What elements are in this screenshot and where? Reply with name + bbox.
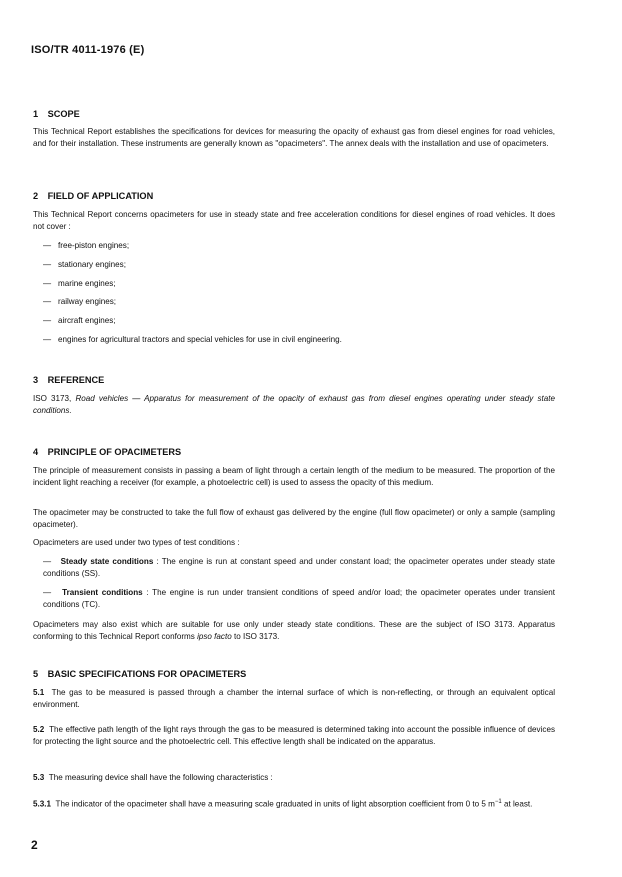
list-item: — railway engines; [43, 297, 117, 306]
section-1-number: 1 [33, 109, 39, 119]
section-5-title: BASIC SPECIFICATIONS FOR OPACIMETERS [47, 669, 247, 679]
list-item: — engines for agricultural tractors and special vehicles for use in civil engineering. [43, 335, 342, 344]
condition-steady-state: — Steady state conditions : The engine is run at constant speed and under constant load; the opacimeter operates under steady state conditions (SS). [43, 557, 555, 578]
section-1-text: This Technical Report establishes the specifications for devices for measuring the opacity of exhaust gas from diesel engines for road vehicles, and for their installation. These instruments are generally known as "opacimeters". The annex deals with the installation and use of opacimeters. [33, 127, 555, 148]
condition-transient: — Transient conditions : The engine is run under transient conditions of speed and/or load; the opacimeter operates under transient conditions (TC). [43, 588, 555, 609]
section-4-paragraph-3: Opacimeters are used under two types of test conditions : [33, 538, 240, 547]
section-4-title: PRINCIPLE OF OPACIMETERS [47, 447, 182, 457]
section-4-paragraph-4: Opacimeters may also exist which are suitable for use only under steady state conditions. These are the subject of ISO 3173. Apparatus conforming to this Technical Report conforms ipso facto to ISO 3173. [33, 620, 555, 641]
section-4-number: 4 [33, 447, 39, 457]
section-5-heading [33, 669, 246, 679]
section-4-paragraph-1: The principle of measurement consists in passing a beam of light through a certain length of the medium to be measured. The proportion of the incident light reaching a receiver (for example, a photoelectric cell) is used to assess the opacity of this medium. [33, 466, 555, 487]
section-3-number: 3 [33, 375, 39, 385]
section-3-reference: ISO 3173, Road vehicles — Apparatus for measurement of the opacity of exhaust gas from diesel engines operating under steady state conditions. [33, 394, 556, 415]
section-5-number: 5 [33, 669, 39, 679]
section-2-text: This Technical Report concerns opacimeters for use in steady state and free acceleration conditions for diesel engines of road vehicles. It does not cover : [33, 210, 555, 231]
list-item: — stationary engines; [43, 260, 126, 269]
clause-5-3: 5.3 The measuring device shall have the following characteristics : [33, 773, 273, 782]
section-4-paragraph-2: The opacimeter may be constructed to take the full flow of exhaust gas delivered by the engine (full flow opacimeter) or only a sample (sampling opacimeter). [33, 508, 555, 529]
document-header: ISO/TR 4011-1976 (E) [31, 44, 145, 56]
clause-5-2: 5.2 The effective path length of the light rays through the gas to be measured is determined taking into account the possible influence of devices for protecting the light source and the photoelectric cell. This effective length shall be indicated on the apparatus. [33, 725, 555, 746]
section-2-heading [33, 191, 153, 201]
section-4-heading [33, 447, 181, 457]
section-2-number: 2 [33, 191, 39, 201]
clause-5-3-1: 5.3.1 The indicator of the opacimeter shall have a measuring scale graduated in units of light absorption coefficient from 0 to 5 $m^{-1}$ at least. [33, 799, 533, 809]
list-item: — aircraft engines; [43, 316, 116, 325]
page-number: 2 [31, 838, 38, 852]
section-3-heading [33, 375, 104, 385]
section-3-title: REFERENCE [47, 375, 105, 385]
list-item: — free-piston engines; [43, 241, 130, 250]
section-2-title: FIELD OF APPLICATION [47, 191, 154, 201]
clause-5-1: 5.1 The gas to be measured is passed through a chamber the internal surface of which is non-reflecting, or through an equivalent optical environment. [33, 688, 556, 709]
list-item: — marine engines; [43, 279, 116, 288]
section-1-heading [33, 109, 80, 119]
section-1-title: SCOPE [47, 109, 80, 119]
